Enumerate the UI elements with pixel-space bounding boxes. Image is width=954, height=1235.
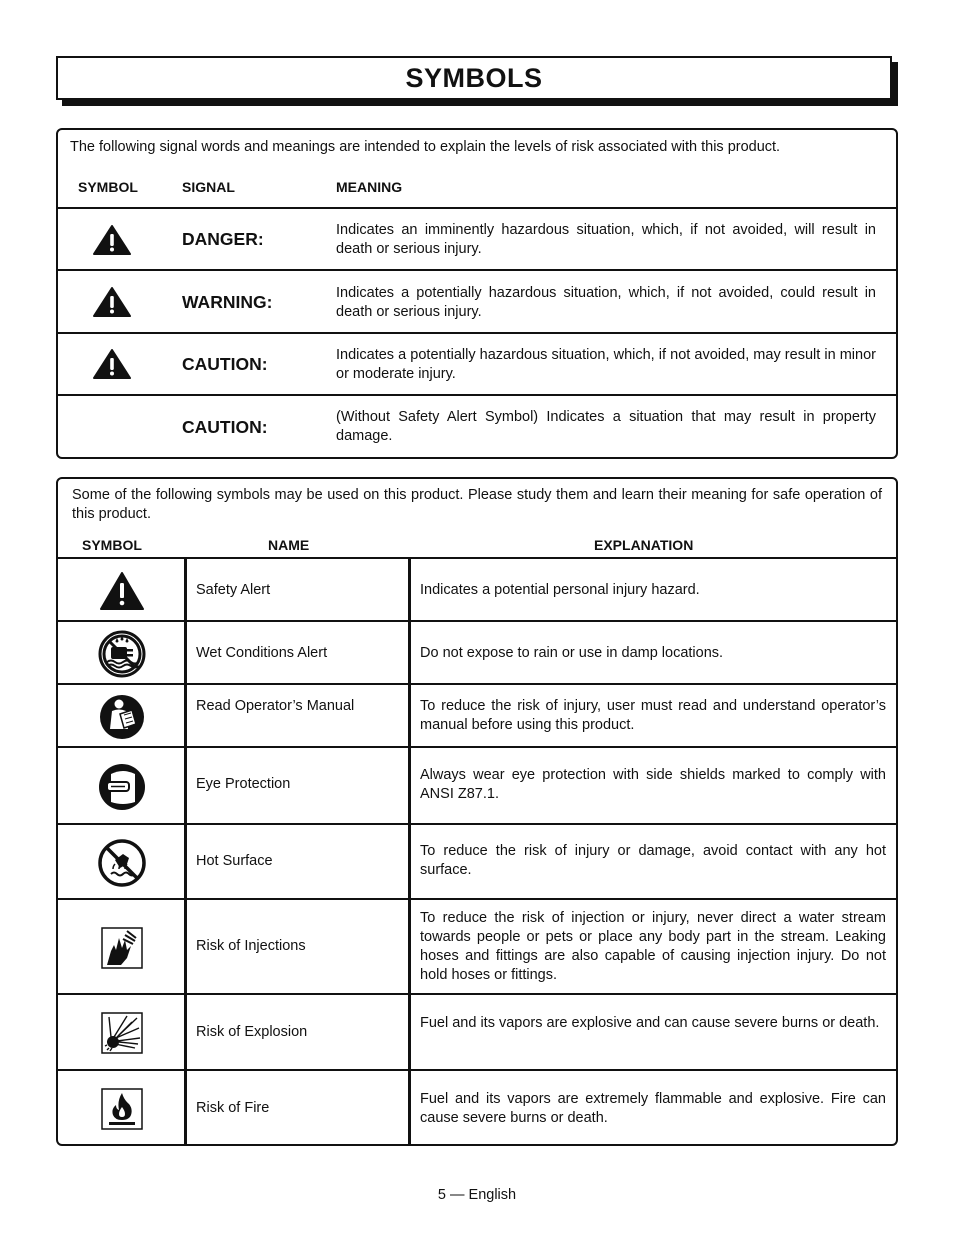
symbol-row-explosion-risk bbox=[58, 993, 896, 1070]
symbol-name: Safety Alert bbox=[196, 582, 271, 598]
signal-row-danger bbox=[58, 207, 896, 270]
explosion-risk-icon bbox=[101, 1012, 143, 1054]
signal-meaning: (Without Safety Alert Symbol) Indicates a situation that may result in property damage. bbox=[336, 409, 876, 444]
symbol-explanation: Indicates a potential personal injury hazard. bbox=[420, 582, 700, 598]
symbol-explanation: Do not expose to rain or use in damp locations. bbox=[420, 645, 724, 661]
fire-risk-icon bbox=[101, 1088, 143, 1130]
signal-word: WARNING: bbox=[182, 292, 273, 312]
page-title: SYMBOLS bbox=[405, 62, 543, 93]
page-footer: 5 — English bbox=[437, 1187, 517, 1203]
product-symbols-panel bbox=[56, 477, 898, 1146]
injection-risk-icon bbox=[101, 927, 143, 969]
symbol-name: Risk of Injections bbox=[196, 938, 306, 954]
symbol-row-eye-protection bbox=[58, 746, 896, 824]
symbol-explanation: To reduce the risk of injury or damage, avoid contact with any hot surface. bbox=[420, 843, 886, 878]
symbol-row-wet-conditions bbox=[58, 620, 896, 684]
hot-surface-icon bbox=[97, 838, 147, 888]
symbol-explanation: Fuel and its vapors are extremely flammable and explosive. Fire can cause severe burns or death. bbox=[420, 1091, 886, 1126]
symbol-name: Eye Protection bbox=[196, 776, 291, 792]
signal-meaning: Indicates an imminently hazardous situation, which, if not avoided, will result in death or serious injury. bbox=[336, 222, 876, 257]
signal-row-caution bbox=[58, 332, 896, 395]
title-box bbox=[56, 56, 892, 100]
safety-alert-icon bbox=[92, 286, 132, 318]
signal-header-symbol: SYMBOL bbox=[78, 179, 138, 195]
symbol-row-safety-alert bbox=[58, 557, 896, 620]
read-manual-icon bbox=[98, 693, 146, 741]
signal-intro: The following signal words and meanings are intended to explain the levels of risk associated with this product. bbox=[70, 139, 781, 155]
signal-header-signal: SIGNAL bbox=[182, 179, 235, 195]
title-banner bbox=[56, 56, 898, 106]
signal-meaning: Indicates a potentially hazardous situation, which, if not avoided, could result in death or serious injury. bbox=[336, 285, 876, 320]
symbol-explanation: Always wear eye protection with side shields marked to comply with ANSI Z87.1. bbox=[420, 767, 886, 802]
signal-header-meaning: MEANING bbox=[336, 179, 403, 195]
symbol-explanation: To reduce the risk of injury, user must read and understand operator’s manual before using this product. bbox=[420, 698, 886, 733]
signal-word: CAUTION: bbox=[182, 354, 268, 374]
symbol-explanation: To reduce the risk of injection or injury, never direct a water stream towards people or pets or place any body part in the stream. Leaking hoses and fittings are also capable of causing injection injury. Do not hold hoses or fittings. bbox=[420, 910, 886, 983]
symbol-row-injection-risk bbox=[58, 898, 896, 994]
wet-conditions-icon bbox=[98, 630, 146, 678]
symbol-name: Risk of Explosion bbox=[196, 1024, 308, 1040]
signal-row-warning bbox=[58, 269, 896, 332]
symbols-header-name: NAME bbox=[268, 537, 310, 553]
symbols-header-explanation: EXPLANATION bbox=[594, 537, 694, 553]
symbol-name: Read Operator’s Manual bbox=[196, 698, 355, 714]
symbol-name: Hot Surface bbox=[196, 853, 273, 869]
safety-alert-icon bbox=[99, 571, 145, 611]
signal-meaning: Indicates a potentially hazardous situation, which, if not avoided, may result in minor or moderate injury. bbox=[336, 347, 876, 382]
symbol-name: Risk of Fire bbox=[196, 1100, 270, 1116]
symbol-name: Wet Conditions Alert bbox=[196, 645, 328, 661]
symbol-row-read-manual bbox=[58, 683, 896, 747]
symbol-row-fire-risk bbox=[58, 1069, 896, 1145]
signal-word: DANGER: bbox=[182, 229, 264, 249]
symbol-row-hot-surface bbox=[58, 823, 896, 899]
signal-word: CAUTION: bbox=[182, 417, 268, 437]
safety-alert-icon bbox=[92, 224, 132, 256]
symbol-explanation: Fuel and its vapors are explosive and can cause severe burns or death. bbox=[420, 1015, 880, 1031]
eye-protection-icon bbox=[97, 762, 147, 812]
symbols-intro: Some of the following symbols may be used on this product. Please study them and learn their meaning for safe operation of this product. bbox=[72, 487, 882, 522]
signal-words-panel bbox=[56, 128, 898, 459]
symbols-header-symbol: SYMBOL bbox=[82, 537, 142, 553]
signal-row-caution-no-symbol bbox=[58, 394, 896, 458]
safety-alert-icon bbox=[92, 348, 132, 380]
